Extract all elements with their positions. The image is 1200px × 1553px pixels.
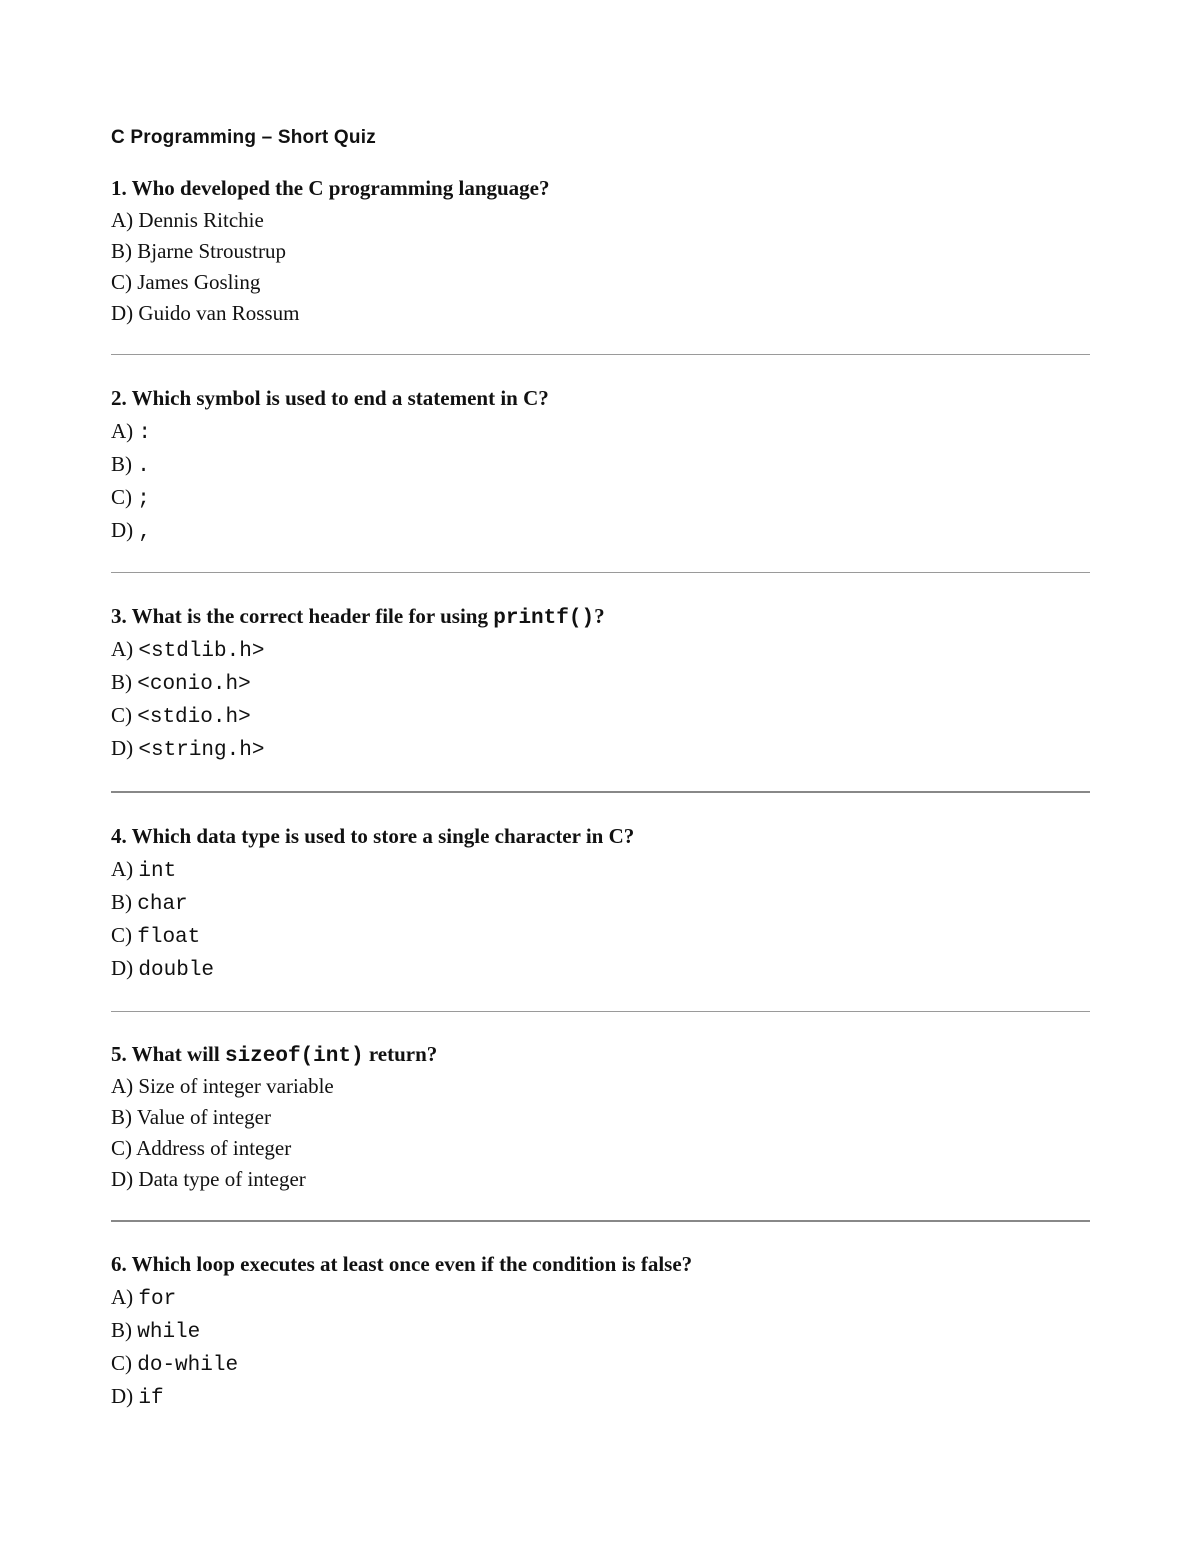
option-d [111,1164,1090,1195]
option-letter: A) [111,857,134,881]
option-letter: B) [111,670,132,694]
question-number: 1. [111,176,127,200]
page-title: C Programming – Short Quiz [111,127,376,148]
option-a [111,853,1090,886]
option-value: Guido van Rossum [138,301,300,325]
option-value: int [138,860,177,883]
question-6 [111,1250,1090,1413]
option-value: ; [137,488,150,511]
option-value: <conio.h> [137,673,251,696]
option-letter: C) [111,923,132,947]
option-letter: D) [111,301,134,325]
option-d [111,1380,1090,1413]
option-value: . [137,455,150,478]
option-c [111,267,1090,298]
option-letter: D) [111,1167,134,1191]
option-value: <string.h> [138,739,265,762]
question-prompt: Who developed the C programming language? [131,176,550,200]
question-1 [111,174,1090,329]
option-d [111,514,1090,547]
option-b [111,448,1090,481]
question-number: 4. [111,824,127,848]
question-2 [111,384,1090,547]
option-a [111,415,1090,448]
option-value: while [137,1321,201,1344]
option-value: Size of integer variable [138,1074,334,1098]
option-b [111,1314,1090,1347]
question-suffix: return? [368,1042,438,1066]
option-value: Data type of integer [138,1167,306,1191]
option-d [111,298,1090,329]
quiz-document [111,125,1090,1413]
option-letter: A) [111,1074,134,1098]
option-letter: D) [111,518,134,542]
option-value: James Gosling [137,270,261,294]
question-4 [111,822,1090,985]
option-letter: C) [111,485,132,509]
options-list [111,853,1090,985]
option-d [111,952,1090,985]
code-snippet: printf() [493,607,595,630]
question-prompt: What will [131,1042,220,1066]
option-value: if [138,1387,164,1410]
question-3 [111,602,1090,765]
option-value: Value of integer [136,1105,271,1129]
option-c [111,919,1090,952]
option-letter: C) [111,1136,132,1160]
option-letter: C) [111,1351,132,1375]
option-value: char [137,893,188,916]
question-number: 2. [111,386,127,410]
option-value: Address of integer [136,1136,292,1160]
options-list [111,633,1090,765]
option-letter: D) [111,1384,134,1408]
options-list [111,1071,1090,1195]
option-c [111,481,1090,514]
option-letter: D) [111,956,134,980]
option-letter: B) [111,890,132,914]
option-letter: C) [111,270,132,294]
option-b [111,1102,1090,1133]
question-suffix: ? [594,604,605,628]
question-number: 3. [111,604,127,628]
option-value: for [138,1288,177,1311]
option-letter: A) [111,637,134,661]
option-value: <stdio.h> [137,706,251,729]
section-divider [111,791,1090,793]
option-c [111,1133,1090,1164]
options-list [111,1281,1090,1413]
question-prompt: Which loop executes at least once even if the condition is false? [131,1252,693,1276]
question-text [111,1040,1090,1068]
question-prompt: Which symbol is used to end a statement in C? [131,386,549,410]
options-list [111,205,1090,329]
option-value: float [137,926,201,949]
option-value: double [138,959,215,982]
options-list [111,415,1090,547]
question-text [111,174,1090,202]
option-value: <stdlib.h> [138,640,265,663]
option-b [111,886,1090,919]
section-divider [111,1220,1090,1222]
option-letter: B) [111,1105,132,1129]
option-letter: A) [111,208,134,232]
option-a [111,633,1090,666]
option-value: Dennis Ritchie [138,208,264,232]
option-letter: D) [111,736,134,760]
option-c [111,1347,1090,1380]
option-b [111,666,1090,699]
section-divider [111,1011,1090,1012]
code-snippet: sizeof(int) [224,1045,364,1068]
question-number: 6. [111,1252,127,1276]
option-a [111,1071,1090,1102]
question-text [111,822,1090,850]
option-value: Bjarne Stroustrup [137,239,286,263]
option-letter: B) [111,1318,132,1342]
option-letter: B) [111,239,132,263]
question-prompt: Which data type is used to store a single character in C? [131,824,635,848]
question-text [111,602,1090,630]
question-text [111,384,1090,412]
option-a [111,205,1090,236]
option-letter: A) [111,1285,134,1309]
option-c [111,699,1090,732]
section-divider [111,572,1090,573]
option-letter: B) [111,452,132,476]
option-letter: C) [111,703,132,727]
question-number: 5. [111,1042,127,1066]
question-5 [111,1040,1090,1195]
option-value: do-while [137,1354,239,1377]
option-b [111,236,1090,267]
option-letter: A) [111,419,134,443]
question-prompt: What is the correct header file for using [131,604,488,628]
option-value: , [138,521,152,544]
section-divider [111,354,1090,355]
option-a [111,1281,1090,1314]
option-d [111,732,1090,765]
question-text [111,1250,1090,1278]
option-value: : [138,422,152,445]
